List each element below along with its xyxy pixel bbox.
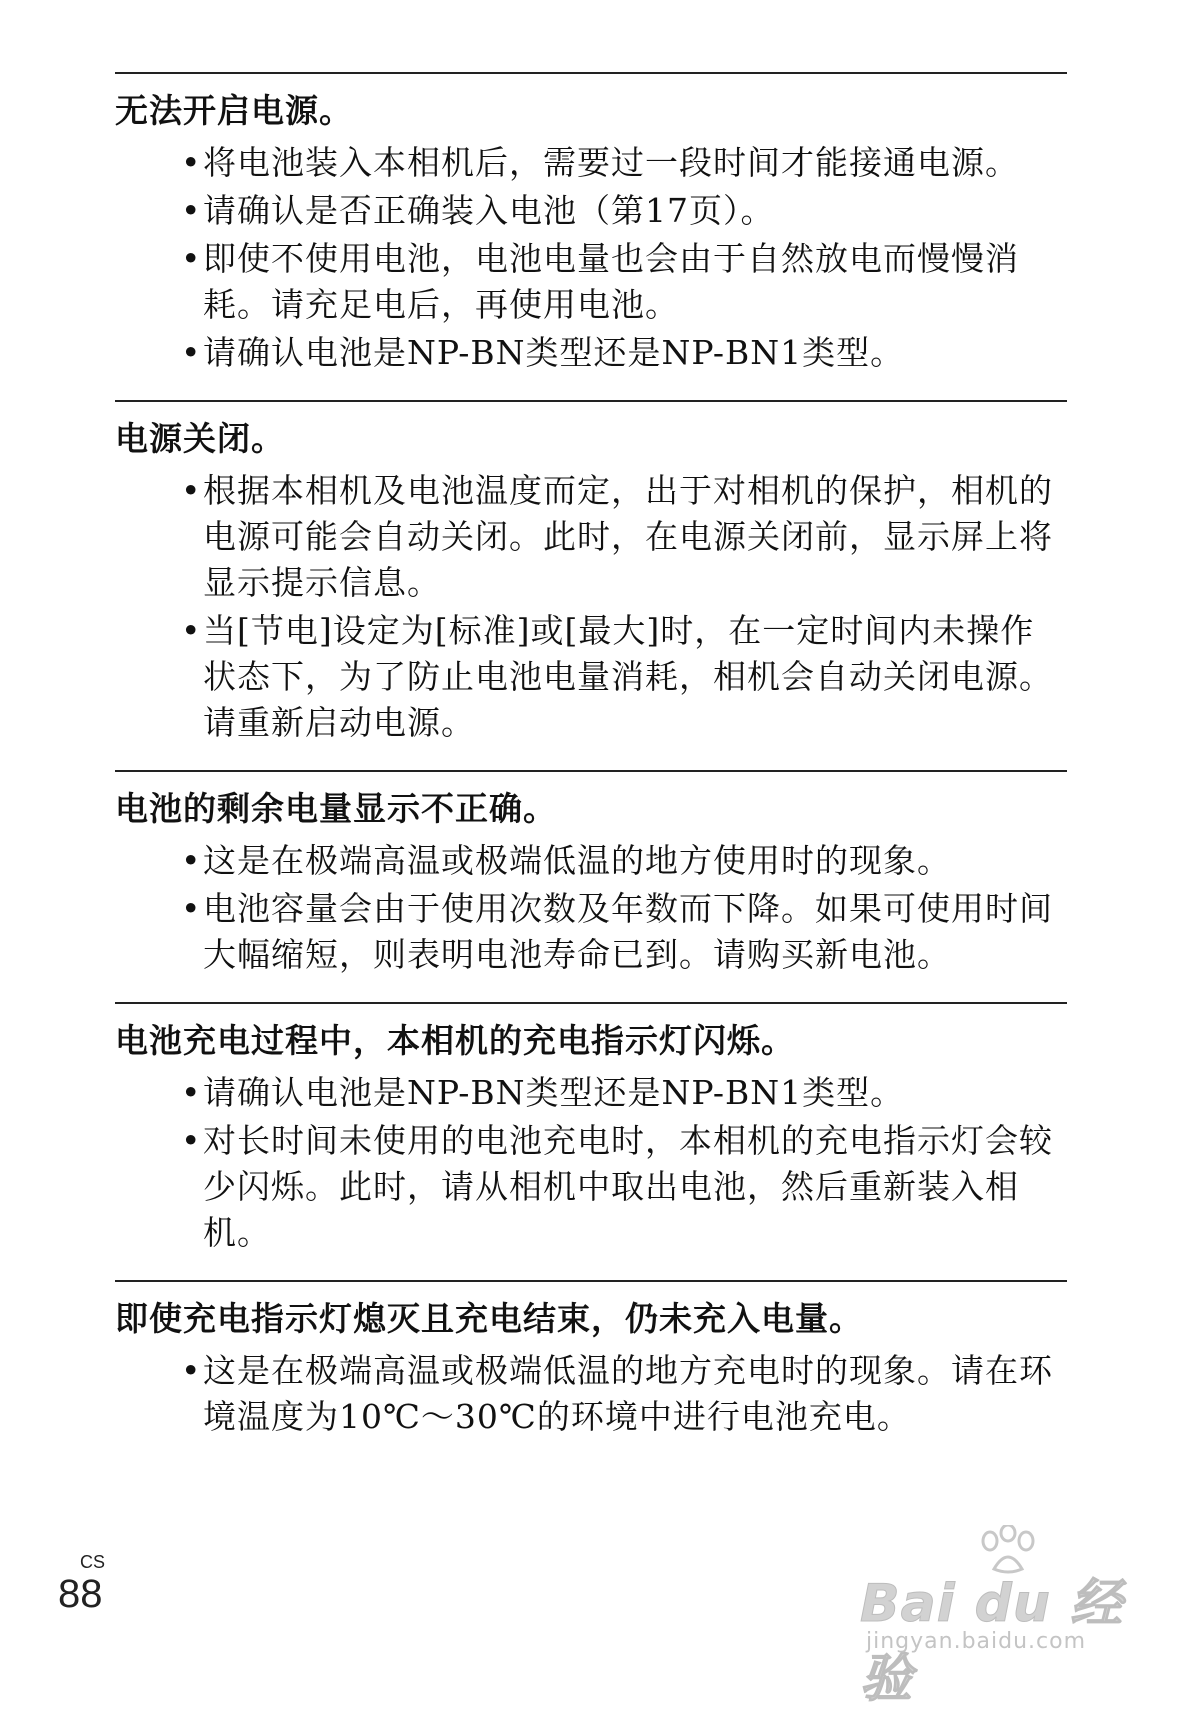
- bullet-icon: •: [181, 333, 202, 372]
- bullet-icon: •: [181, 889, 202, 928]
- section-battery-level-incorrect: [115, 770, 1067, 1002]
- list-item: • 即使不使用电池，电池电量也会由于自然放电而慢慢消耗。请充足电后，再使用电池。: [185, 236, 1063, 328]
- bullet-list: [115, 140, 1067, 376]
- bullet-list: [115, 1348, 1067, 1440]
- section-title: 电池的剩余电量显示不正确。: [115, 789, 557, 828]
- section-power-wont-turn-on: [115, 72, 1067, 400]
- page-number-block: [58, 1552, 105, 1616]
- bullet-list: [115, 1070, 1067, 1256]
- language-code: CS: [80, 1552, 106, 1572]
- list-item: • 这是在极端高温或极端低温的地方使用时的现象。: [185, 838, 1063, 884]
- list-item: • 对长时间未使用的电池充电时，本相机的充电指示灯会较少闪烁。此时，请从相机中取出电池，然后重新装入相机。: [185, 1118, 1063, 1256]
- section-not-charged: [115, 1280, 1067, 1464]
- section-title: 电源关闭。: [115, 419, 285, 458]
- bullet-icon: •: [181, 239, 202, 278]
- section-title: 即使充电指示灯熄灭且充电结束，仍未充入电量。: [115, 1299, 863, 1338]
- watermark-url: jingyan.baidu.com: [866, 1629, 1087, 1654]
- baidu-watermark: [860, 1525, 1160, 1709]
- list-item: • 将电池装入本相机后，需要过一段时间才能接通电源。: [185, 140, 1063, 186]
- bullet-icon: •: [181, 1121, 202, 1160]
- bullet-icon: •: [181, 191, 202, 230]
- list-item: • 当[节电]设定为[标准]或[最大]时，在一定时间内未操作状态下，为了防止电池电量消耗，相机会自动关闭电源。请重新启动电源。: [185, 608, 1063, 746]
- list-item: • 请确认电池是NP-BN类型还是NP-BN1类型。: [185, 330, 1063, 376]
- section-charge-lamp-flashing: [115, 1002, 1067, 1280]
- list-item: • 电池容量会由于使用次数及年数而下降。如果可使用时间大幅缩短，则表明电池寿命已到。请购买新电池。: [185, 886, 1063, 978]
- watermark-logo: Bai du 经验: [860, 1574, 1123, 1709]
- list-item: • 请确认电池是NP-BN类型还是NP-BN1类型。: [185, 1070, 1063, 1116]
- list-item: • 请确认是否正确装入电池（第17页）。: [185, 188, 1063, 234]
- bullet-list: [115, 468, 1067, 746]
- bullet-icon: •: [181, 1073, 202, 1112]
- bullet-icon: •: [181, 1351, 202, 1390]
- document-body: [115, 72, 1067, 1464]
- bullet-icon: •: [181, 471, 202, 510]
- section-title: 电池充电过程中，本相机的充电指示灯闪烁。: [115, 1021, 795, 1060]
- list-item: • 这是在极端高温或极端低温的地方充电时的现象。请在环境温度为10℃～30℃的环境中进行电池充电。: [185, 1348, 1063, 1440]
- list-item: • 根据本相机及电池温度而定，出于对相机的保护，相机的电源可能会自动关闭。此时，在电源关闭前，显示屏上将显示提示信息。: [185, 468, 1063, 606]
- section-power-off: [115, 400, 1067, 770]
- bullet-list: [115, 838, 1067, 978]
- page-number: 88: [58, 1572, 103, 1616]
- bullet-icon: •: [181, 841, 202, 880]
- section-title: 无法开启电源。: [115, 91, 353, 130]
- bullet-icon: •: [181, 611, 202, 650]
- bullet-icon: •: [181, 143, 202, 182]
